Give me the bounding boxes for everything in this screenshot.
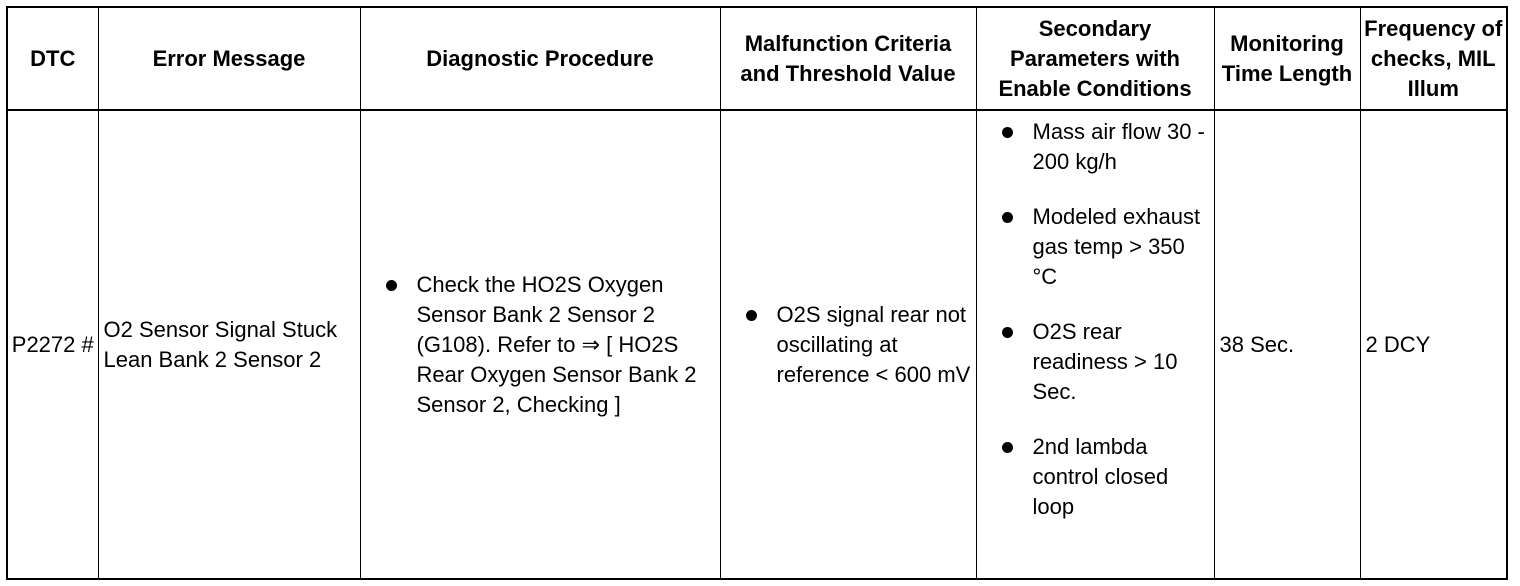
header-diagnostic-procedure: Diagnostic Procedure: [360, 8, 720, 110]
cell-diagnostic-procedure: [360, 110, 720, 578]
list-item: O2S rear readiness > 10 Sec.: [982, 317, 1210, 407]
header-row: [8, 8, 1506, 110]
list-item: O2S signal rear not oscillating at reference < 600 mV: [726, 300, 972, 390]
diagnostic-procedure-list: [366, 270, 716, 420]
cell-frequency: 2 DCY: [1360, 110, 1506, 578]
cell-secondary-parameters: [976, 110, 1214, 578]
cell-dtc: P2272 #: [8, 110, 98, 578]
list-item: 2nd lambda control closed loop: [982, 432, 1210, 522]
table-frame: [6, 6, 1508, 580]
header-monitoring-time: Monitoring Time Length: [1214, 8, 1360, 110]
secondary-parameters-list: [982, 117, 1210, 522]
header-frequency: Frequency of checks, MIL Illum: [1360, 8, 1506, 110]
dtc-table: [8, 8, 1506, 578]
cell-malfunction-criteria: [720, 110, 976, 578]
list-item: Check the HO2S Oxygen Sensor Bank 2 Sensor 2 (G108). Refer to ⇒ [ HO2S Rear Oxygen Sensor Bank 2 Sensor 2, Checking ]: [366, 270, 716, 420]
header-dtc: DTC: [8, 8, 98, 110]
cell-error-message: O2 Sensor Signal Stuck Lean Bank 2 Sensor 2: [98, 110, 360, 578]
header-secondary-parameters: Secondary Parameters with Enable Conditions: [976, 8, 1214, 110]
list-item: Mass air flow 30 - 200 kg/h: [982, 117, 1210, 177]
header-malfunction-criteria: Malfunction Criteria and Threshold Value: [720, 8, 976, 110]
malfunction-criteria-list: [726, 300, 972, 390]
list-item: Modeled exhaust gas temp > 350 °C: [982, 202, 1210, 292]
header-error-message: Error Message: [98, 8, 360, 110]
table-row: [8, 110, 1506, 578]
cell-monitoring-time: 38 Sec.: [1214, 110, 1360, 578]
